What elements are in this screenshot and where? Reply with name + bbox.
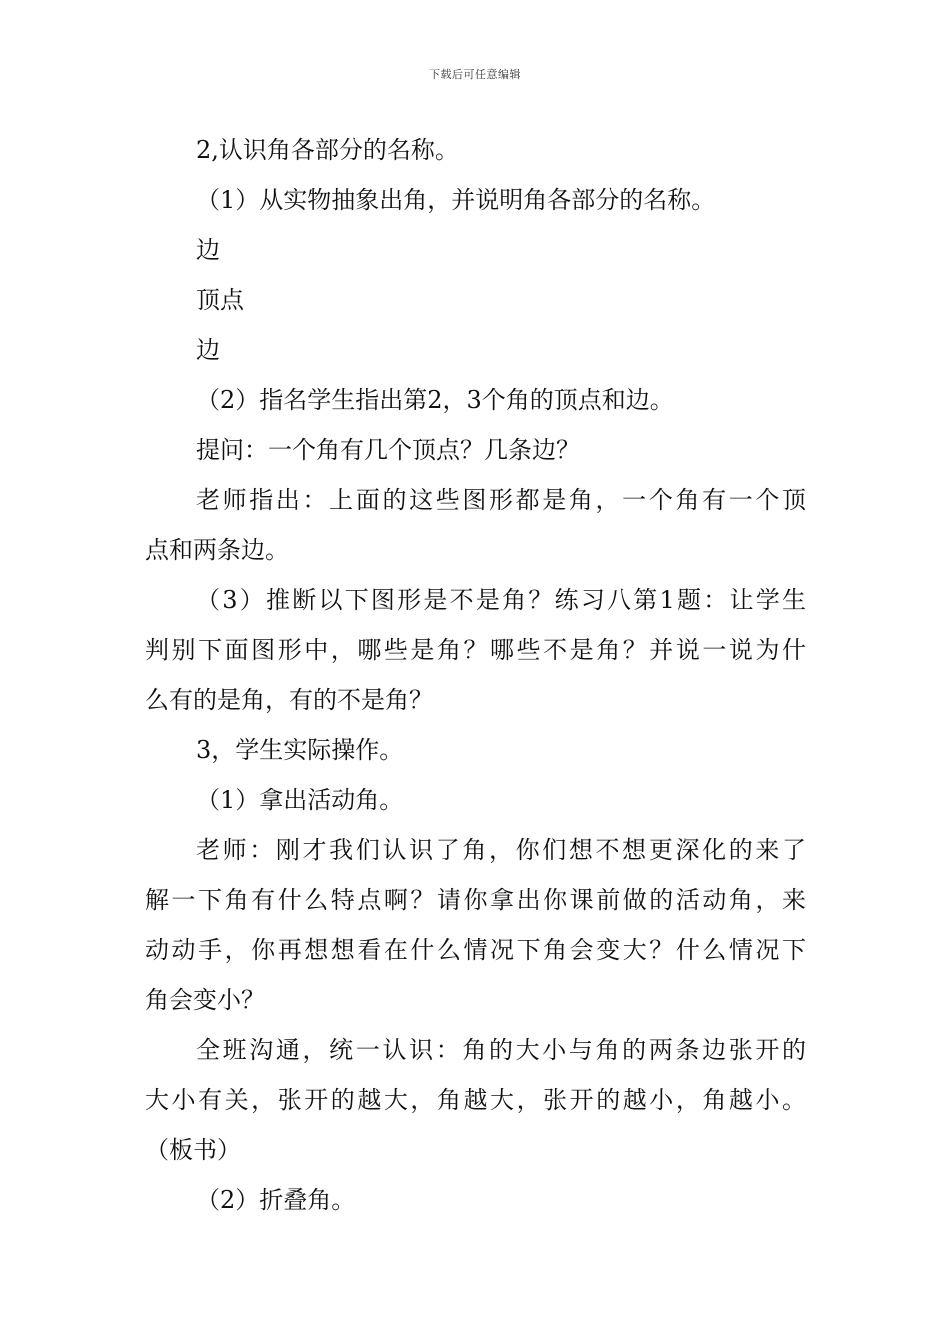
paragraph-line: （1）从实物抽象出角，并说明角各部分的名称。: [196, 186, 716, 214]
label-side: 边: [196, 336, 220, 364]
section-heading-3: 3，学生实际操作。: [196, 736, 404, 764]
section-heading-2: 2,认识角各部分的名称。: [196, 136, 459, 164]
paragraph-line: （2）指名学生指出第2，3个角的顶点和边。: [196, 386, 674, 414]
paragraph-line: 老师：刚才我们认识了角，你们想不想更深化的来了: [196, 836, 806, 864]
paragraph-line: （3）推断以下图形是不是角？练习八第1题：让学生: [196, 586, 806, 614]
paragraph-line: （2）折叠角。: [196, 1186, 356, 1214]
paragraph-line: 解一下角有什么特点啊？请你拿出你课前做的活动角，来: [145, 886, 806, 914]
label-side: 边: [196, 236, 220, 264]
paragraph-line: 点和两条边。: [145, 536, 289, 564]
paragraph-line: 提问：一个角有几个顶点？几条边？: [196, 436, 580, 464]
paragraph-line: （板书）: [145, 1136, 241, 1164]
page-header: 下载后可任意编辑: [429, 68, 521, 81]
paragraph-line: 老师指出：上面的这些图形都是角，一个角有一个顶: [196, 486, 806, 514]
paragraph-line: 么有的是角，有的不是角？: [145, 686, 433, 714]
paragraph-line: 动动手，你再想想看在什么情况下角会变大？什么情况下: [145, 936, 806, 964]
label-vertex: 顶点: [196, 286, 244, 314]
paragraph-line: 大小有关，张开的越大，角越大，张开的越小，角越小。: [145, 1086, 806, 1114]
paragraph-line: 判别下面图形中，哪些是角？哪些不是角？并说一说为什: [145, 636, 806, 664]
paragraph-line: 角会变小？: [145, 986, 265, 1014]
paragraph-line: （1）拿出活动角。: [196, 786, 404, 814]
paragraph-line: 全班沟通，统一认识：角的大小与角的两条边张开的: [196, 1036, 806, 1064]
